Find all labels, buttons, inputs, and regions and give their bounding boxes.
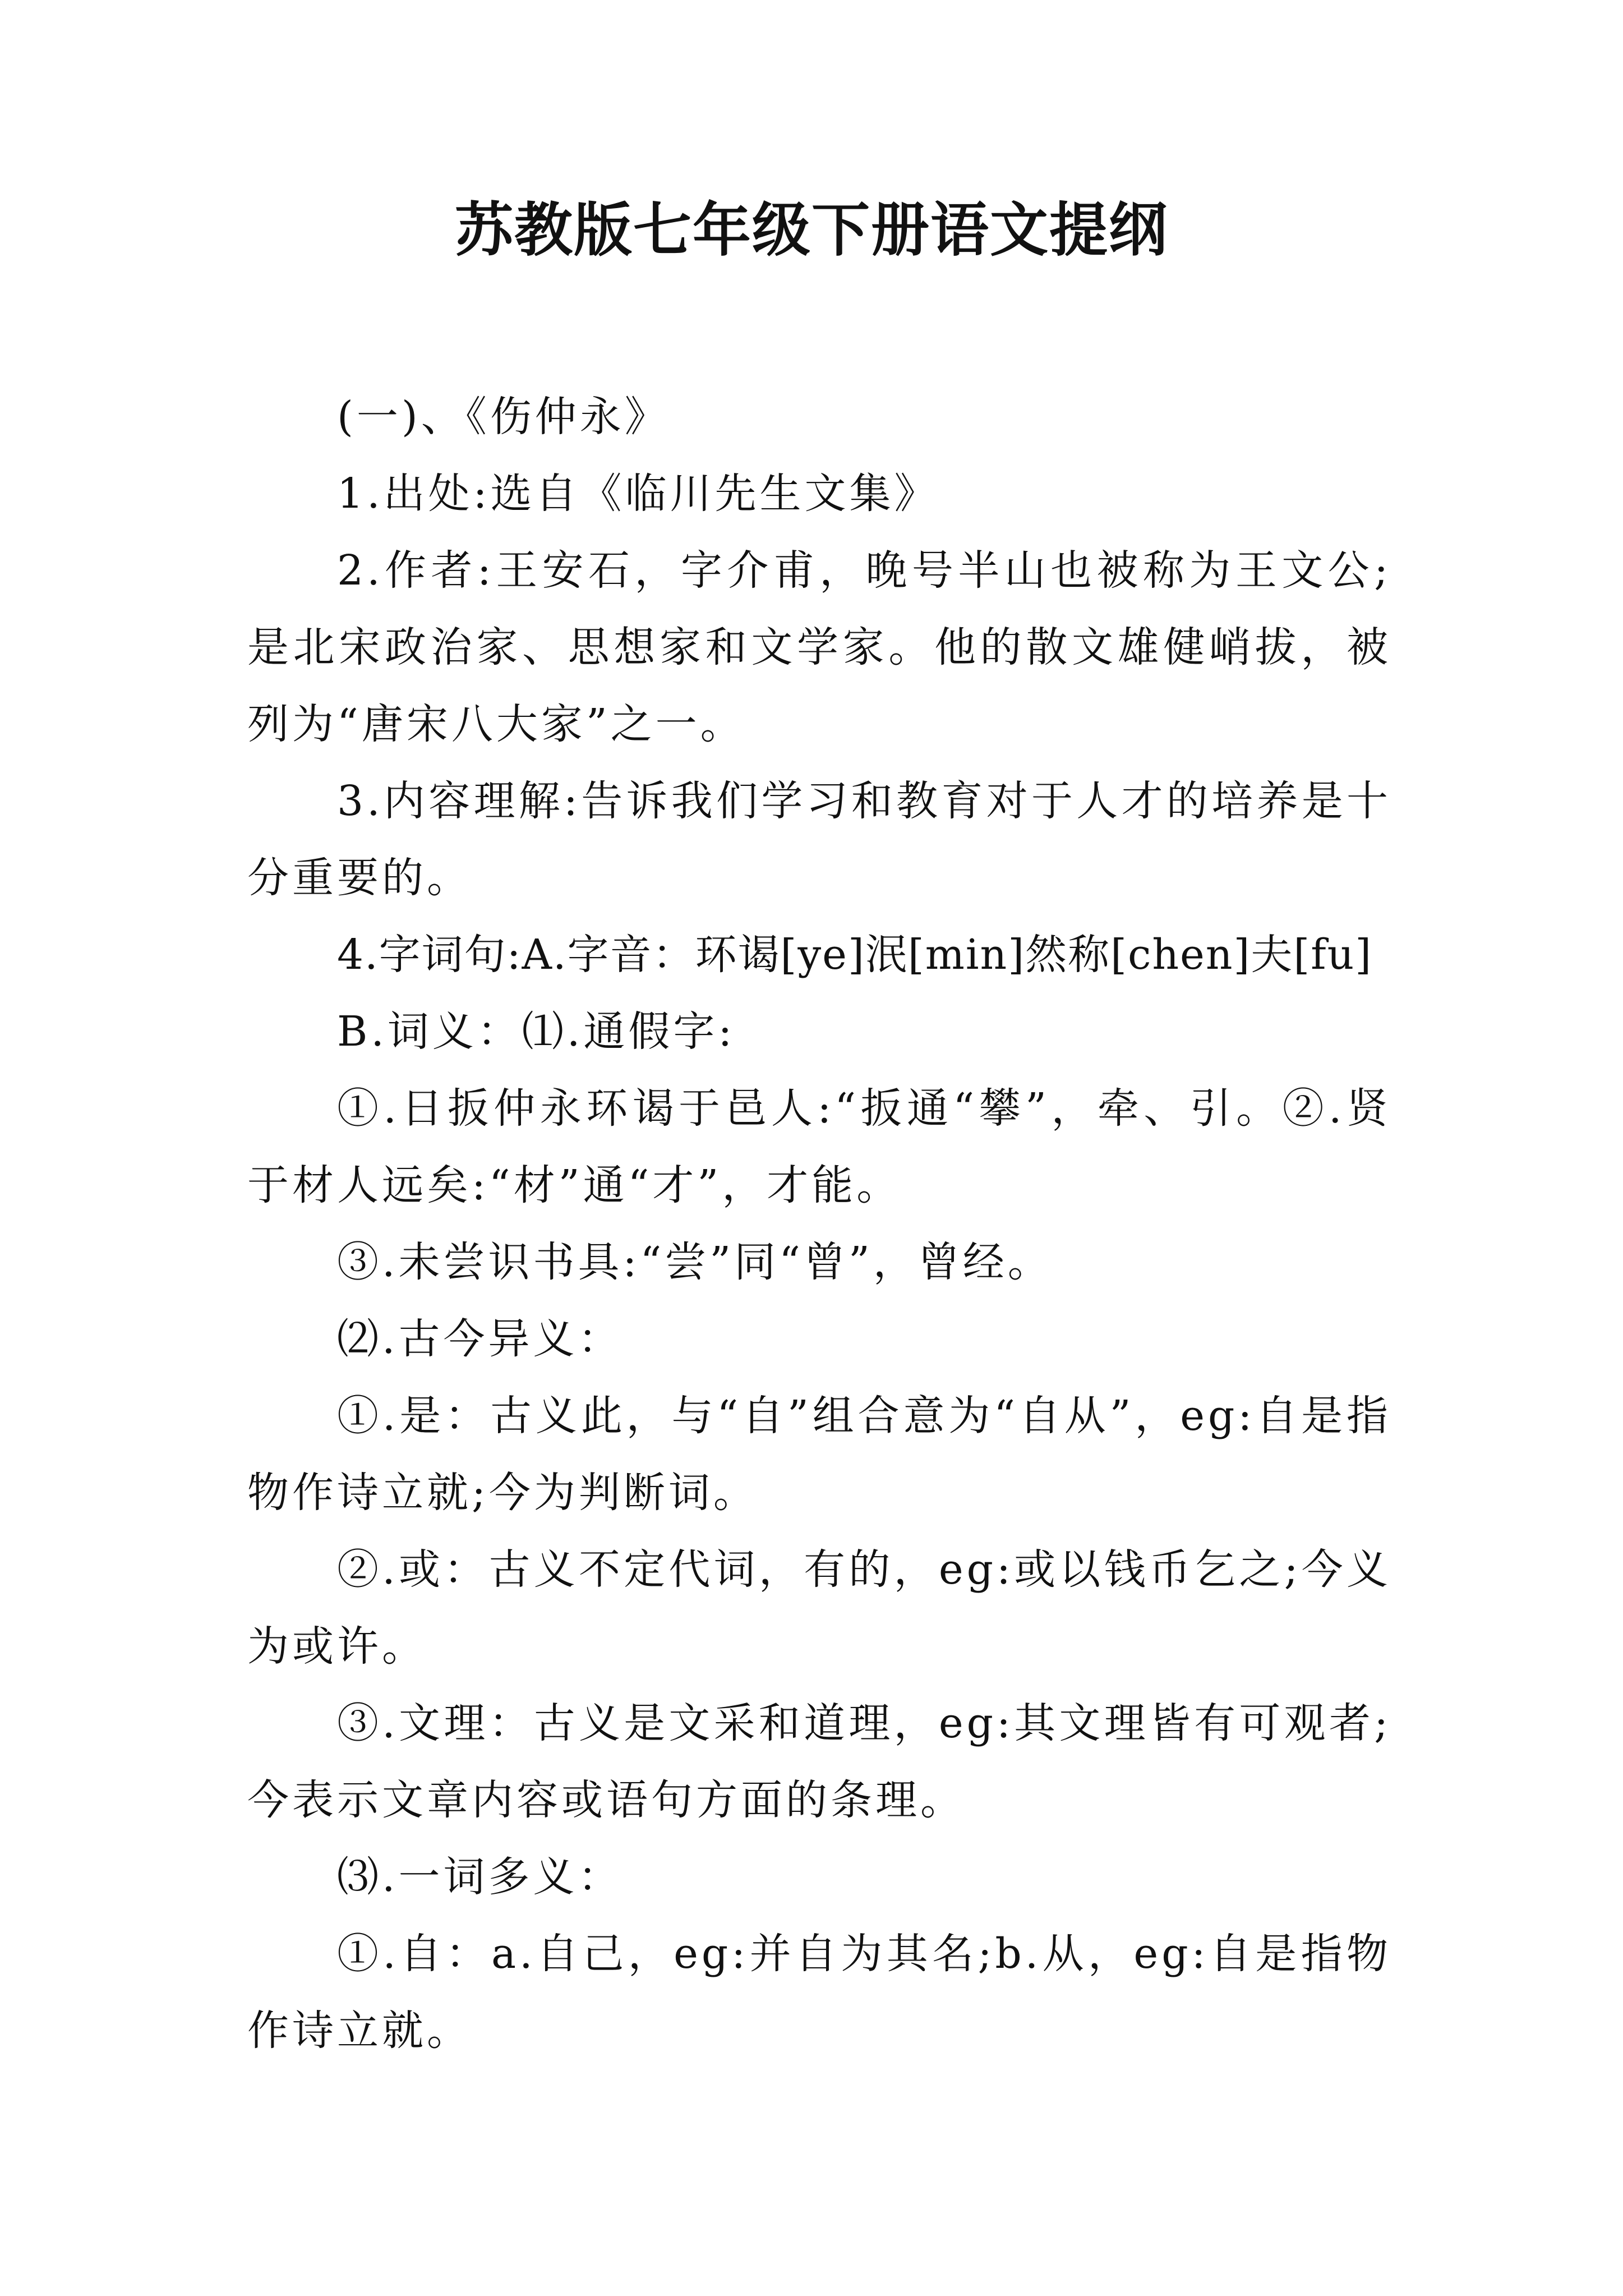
paragraph-polysemy-1: ①.自：a.自己，eg:并自为其名;b.从，eg:自是指物作诗立就。 (247, 1930, 1391, 2055)
paragraph-interchangeable-2: ③.未尝识书具:“尝”同“曾”，曾经。 (337, 1238, 1053, 1286)
document-body (247, 379, 1391, 2069)
paragraph-interchangeable-1: ①.日扳仲永环谒于邑人:“扳通“攀”，牵、引。②.贤于材人远矣:“材”通“才”，才能。 (247, 1084, 1391, 1209)
paragraph-section-heading: (一)、《伤仲永》 (337, 393, 670, 441)
document-title: 苏教版七年级下册语文提纲 (454, 196, 1168, 264)
paragraph-word-meaning-heading: B.词义：⑴.通假字: (337, 1007, 736, 1056)
paragraph-ancient-modern-3: ③.文理：古义是文采和道理，eg:其文理皆有可观者;今表示文章内容或语句方面的条理。 (247, 1699, 1391, 1824)
paragraph-author: 2.作者:王安石，字介甫，晚号半山也被称为王文公;是北宋政治家、思想家和文学家。他的散文雄健峭拔，被列为“唐宋八大家”之一。 (247, 546, 1391, 748)
paragraph-ancient-modern-1: ①.是：古义此，与“自”组合意为“自从”，eg:自是指物作诗立就;今为判断词。 (247, 1392, 1391, 1517)
paragraph-ancient-modern-heading: ⑵.古今异义： (337, 1315, 623, 1363)
paragraph-polysemy-heading: ⑶.一词多义： (337, 1853, 623, 1901)
paragraph-ancient-modern-2: ②.或：古义不定代词，有的，eg:或以钱币乞之;今义为或许。 (247, 1545, 1391, 1671)
paragraph-pronunciation: 4.字词句:A.字音：环谒[ye]泯[min]然称[chen]夫[fu] (337, 931, 1373, 979)
paragraph-source: 1.出处:选自《临川先生文集》 (337, 470, 939, 518)
paragraph-content-understanding: 3.内容理解:告诉我们学习和教育对于人才的培养是十分重要的。 (247, 777, 1391, 902)
